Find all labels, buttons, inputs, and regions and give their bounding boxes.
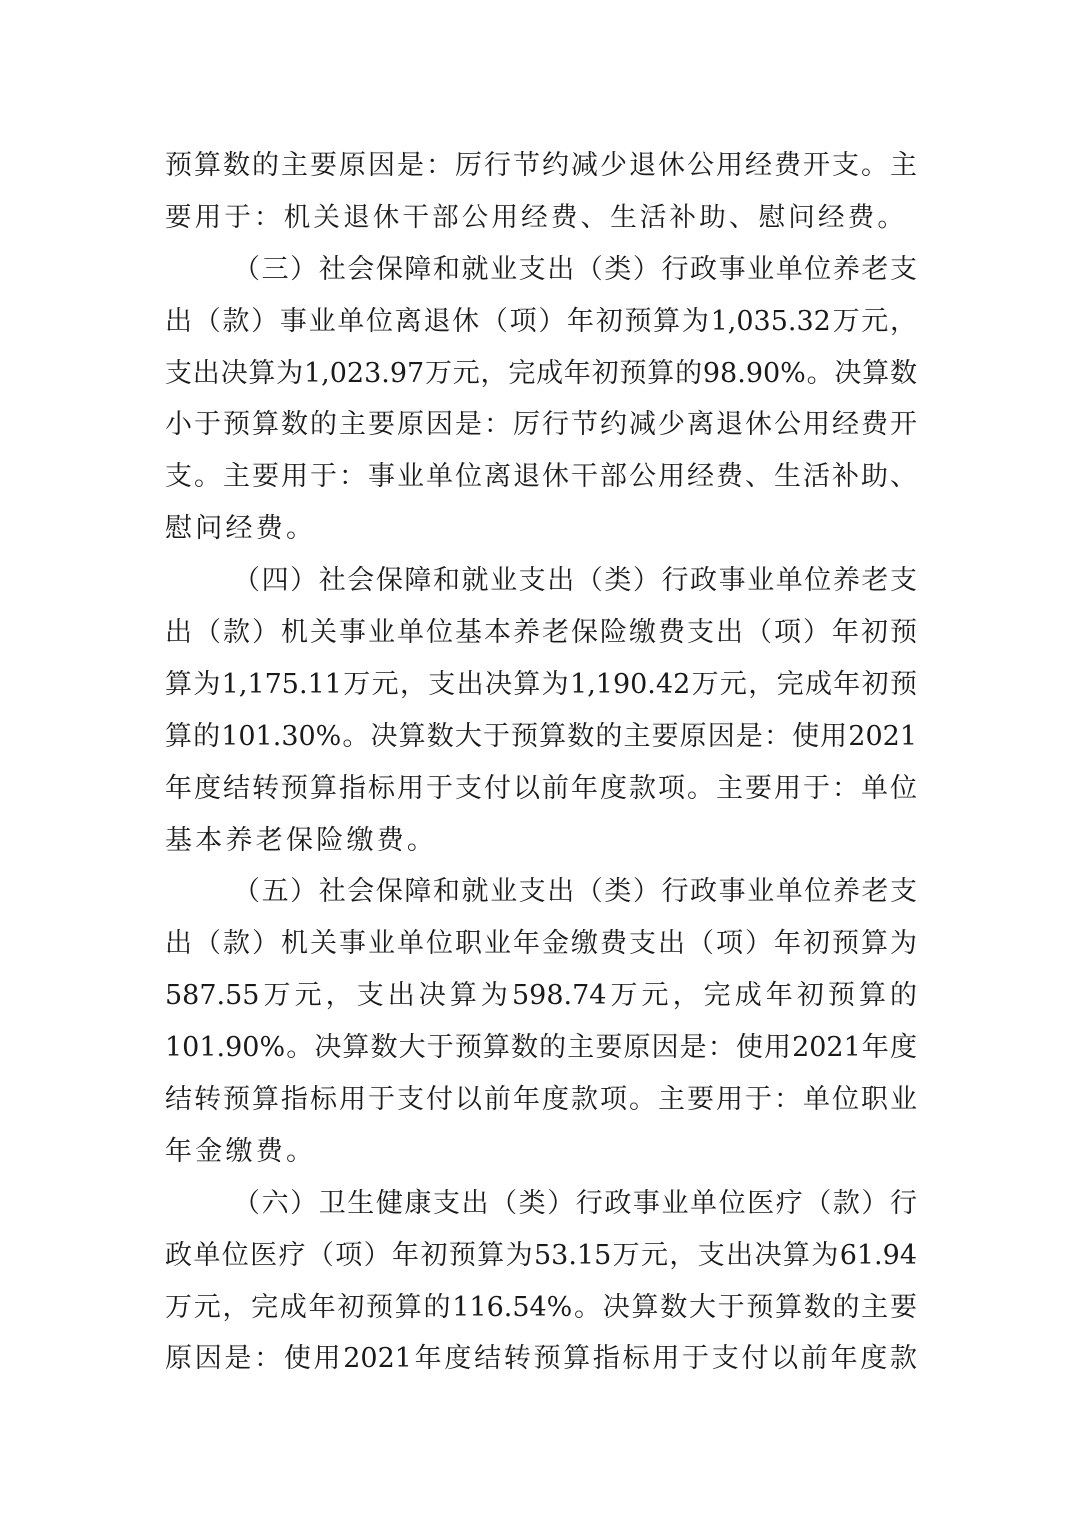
text-line: 年度结转预算指标用于支付以前年度款项。主要用于：单位 xyxy=(165,772,917,804)
text-line: 基本养老保险缴费。 xyxy=(165,824,438,856)
text-line: 出（款）事业单位离退休（项）年初预算为1,035.32万元， xyxy=(165,305,917,337)
text-line: 101.90%。决算数大于预算数的主要原因是：使用2021年度 xyxy=(165,1032,917,1064)
text-line: 万元，完成年初预算的116.54%。决算数大于预算数的主要 xyxy=(165,1291,917,1323)
text-line: 慰问经费。 xyxy=(165,513,317,545)
text-line: 支出决算为1,023.97万元，完成年初预算的98.90%。决算数 xyxy=(165,357,917,389)
text-line: 结转预算指标用于支付以前年度款项。主要用于：单位职业 xyxy=(165,1084,917,1116)
text-line: 算的101.30%。决算数大于预算数的主要原因是：使用2021 xyxy=(165,720,917,752)
body-text xyxy=(165,140,917,1385)
text-line: 年金缴费。 xyxy=(165,1135,317,1167)
paragraph-heading-line: （六）卫生健康支出（类）行政事业单位医疗（款）行 xyxy=(233,1187,917,1219)
text-line: 出（款）机关事业单位基本养老保险缴费支出（项）年初预 xyxy=(165,617,917,649)
text-line: 小于预算数的主要原因是：厉行节约减少离退休公用经费开 xyxy=(165,409,917,441)
text-line: 原因是：使用2021年度结转预算指标用于支付以前年度款 xyxy=(165,1343,917,1375)
text-line: 587.55万元，支出决算为598.74万元，完成年初预算的 xyxy=(165,980,917,1012)
text-line: 政单位医疗（项）年初预算为53.15万元，支出决算为61.94 xyxy=(165,1239,917,1271)
text-line: 预算数的主要原因是：厉行节约减少退休公用经费开支。主 xyxy=(165,150,917,181)
text-line: 要用于：机关退休干部公用经费、生活补助、慰问经费。 xyxy=(165,201,907,233)
text-line: 出（款）机关事业单位职业年金缴费支出（项）年初预算为 xyxy=(165,928,917,960)
paragraph-heading-line: （四）社会保障和就业支出（类）行政事业单位养老支 xyxy=(233,565,917,597)
paragraph-heading-line: （五）社会保障和就业支出（类）行政事业单位养老支 xyxy=(233,876,917,908)
paragraph-heading-line: （三）社会保障和就业支出（类）行政事业单位养老支 xyxy=(233,253,917,285)
text-line: 算为1,175.11万元，支出决算为1,190.42万元，完成年初预 xyxy=(165,668,917,700)
text-line: 支。主要用于：事业单位离退休干部公用经费、生活补助、 xyxy=(165,461,917,493)
